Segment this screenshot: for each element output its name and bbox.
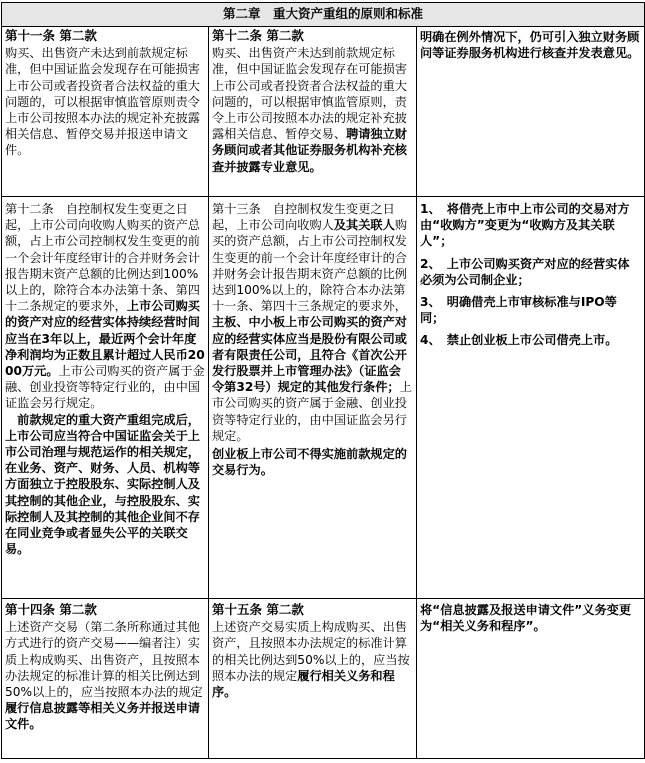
text-segment-bold: 主板、中小板上市公司购买的资产对应的经营实体应当是股份有限公司或者有限责任公司，且符合《首次公开发行股票并上市管理办法》（证监会令第32号）规定的其他发行条件； [212,315,407,395]
text-segment: 上述资产交易实质上构成购买、出售资产，且按照本办法规定的标准计算的相关比例达到50%以上的，应当按照本办法的规定 [212,620,410,683]
old-article-para [5,412,205,558]
change-note-cell [417,599,645,759]
old-article-cell [2,599,209,759]
old-article-title: 第十四条 第二款 [5,602,97,617]
old-article-cell [2,197,209,599]
change-note-item: 4、 禁止创业板上市公司借壳上市。 [420,333,618,348]
old-article-text [5,619,205,732]
comparison-table [1,2,645,759]
new-article-para [212,201,413,444]
new-article-cell [209,599,417,759]
text-segment-bold: 创业板上市公司不得实施前款规定的交易行为。 [212,447,407,478]
table-row [2,197,645,599]
new-article-cell [209,197,417,599]
text-segment: 购买的资产总额，占上市公司控制权发生变更的前一个会计年度经审计的合并财务会计报告期末资产总额的比例达到100%以上的，除符合本办法第十一条、第四十三条规定的要求外， [212,218,407,314]
new-article-title: 第十五条 第二款 [212,602,304,617]
text-segment: 购买、出售资产未达到前款规定标准，但中国证监会发现存在可能损害上市公司或者投资者合法权益的重大问题的，可以根据审慎监管原则责令上市公司按照本办法的规定补充披露相关信息、暂停交易并报送申请文件。 [5,46,200,158]
change-note-item: 2、 上市公司购买资产对应的经营实体必须为公司制企业； [420,256,630,287]
text-segment-bold: 前款规定的重大资产重组完成后，上市公司应当符合中国证监会关于上市公司治理与规范运作的相关规定，在业务、资产、财务、人员、机构等方面独立于控股股东、实际控制人及其控制的其他企业，与控股股东、实际控制人及其控制的其他企业间不存在同业竞争或者显失公平的关联交易。 [5,412,200,557]
old-article-para [5,201,205,412]
text-segment-bold: 履行相关义务和程序。 [212,668,395,700]
new-article-para [212,446,413,478]
new-article-cell [209,27,417,197]
chapter-title: 第二章 重大资产重组的原则和标准 [2,3,645,27]
change-note: 将“信息披露及报送申请文件”义务变更为“相关义务和程序”。 [420,603,632,634]
text-segment: 上市公司购买的资产属于金融、创业投资等特定行业的，由中国证监会另行规定。 [5,364,205,411]
text-segment: 第十三条 自控制权发生变更之日起，上市公司向收购人 [212,202,395,233]
new-article-text [212,45,413,175]
text-segment: 购买、出售资产未达到前款规定标准，但中国证监会发现存在可能损害上市公司或者投资者合法权益的重大问题的，可以根据审慎监管原则，责令上市公司按照本办法的规定补充披露相关信息、暂停交易、 [212,46,407,142]
new-article-text [212,619,413,700]
text-segment-bold: 及其关联人 [333,218,395,233]
text-segment-bold: 履行信息披露等相关义务并报送申请文件。 [5,701,200,732]
new-article-title: 第十二条 第二款 [212,28,304,43]
change-note-item: 1、 将借壳上市中上市公司的交易对方由“收购方”变更为“收购方及其关联人”； [420,202,630,249]
old-article-title: 第十一条 第二款 [5,28,97,43]
table-row [2,599,645,759]
old-article-cell [2,27,209,197]
text-segment: 第十二条 自控制权发生变更之日起，上市公司向收购人购买的资产总额，占上市公司控制权发生变更的前一个会计年度经审计的合并财务会计报告期末资产总额的比例达到100%以上的，除符合本办法第十条、第四十二条规定的要求外， [5,202,200,314]
text-segment-bold: 聘请独立财务顾问或者其他证券服务机构补充核查并披露专业意见。 [212,127,407,174]
text-segment-bold: 上市公司购买的资产对应的经营实体持续经营时间应当在3年以上，最近两个会计年度净利润均为正数且累计超过人民币2000万元。 [5,299,205,379]
change-note: 明确在例外情况下，仍可引入独立财务顾问等证券服务机构进行核查并发表意见。 [420,30,640,61]
text-segment: 上市公司购买的资产属于金融、创业投资等特定行业的，由中国证监会另行规定。 [212,380,412,443]
change-note-cell [417,197,645,599]
text-segment: 上述资产交易（第二条所称通过其他方式进行的资产交易——编者注）实质上构成购买、出售资产，且按照本办法规定的标准计算的相关比例达到50%以上的，应当按照本办法的规定 [5,620,203,700]
change-note-cell [417,27,645,197]
change-note-item: 3、 明确借壳上市审核标准与IPO等同； [420,295,617,326]
old-article-text [5,45,205,158]
chapter-header-row [2,3,645,27]
table-row [2,27,645,197]
